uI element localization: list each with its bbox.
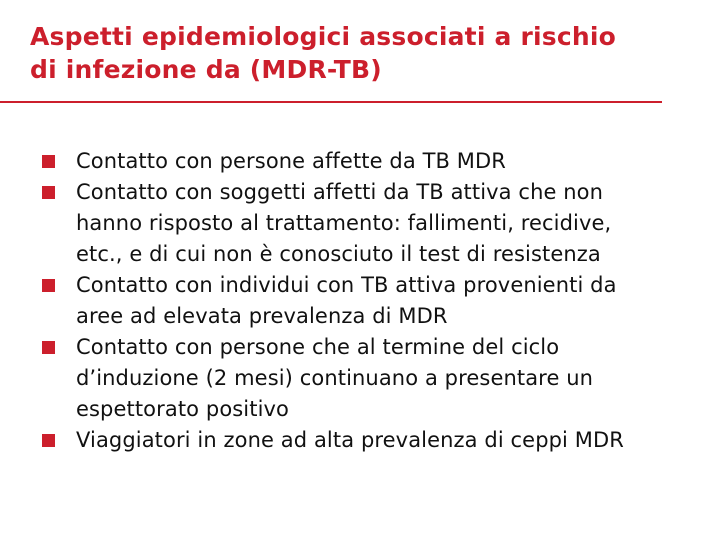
bullet-text-line: aree ad elevata prevalenza di MDR bbox=[76, 304, 448, 328]
bullet-text-line: etc., e di cui non è conosciuto il test di resistenza bbox=[76, 242, 601, 266]
bullet-text-line: Contatto con soggetti affetti da TB attiva che non bbox=[76, 180, 604, 204]
bullet-text-line: espettorato positivo bbox=[76, 397, 289, 421]
bullet-text-line: d’induzione (2 mesi) continuano a presentare un bbox=[76, 366, 594, 390]
title-divider bbox=[0, 101, 662, 103]
bullet-item bbox=[40, 425, 720, 456]
bullet-text-line: Contatto con individui con TB attiva provenienti da bbox=[76, 273, 617, 297]
bullet-item bbox=[40, 177, 720, 270]
square-bullet-icon bbox=[42, 279, 55, 292]
square-bullet-icon bbox=[42, 341, 55, 354]
bullet-text-line: hanno risposto al trattamento: fallimenti, recidive, bbox=[76, 211, 612, 235]
bullet-list bbox=[40, 146, 720, 456]
slide-title-line-2: di infezione da (MDR-TB) bbox=[30, 55, 382, 84]
slide-title-line-1: Aspetti epidemiologici associati a rischio bbox=[30, 22, 617, 51]
square-bullet-icon bbox=[42, 155, 55, 168]
bullet-text-line: Viaggiatori in zone ad alta prevalenza di ceppi MDR bbox=[76, 428, 624, 452]
bullet-item bbox=[40, 270, 720, 332]
bullet-item bbox=[40, 146, 720, 177]
slide-title bbox=[30, 20, 710, 86]
bullet-text-line: Contatto con persone affette da TB MDR bbox=[76, 149, 506, 173]
square-bullet-icon bbox=[42, 186, 55, 199]
square-bullet-icon bbox=[42, 434, 55, 447]
bullet-item bbox=[40, 332, 720, 425]
bullet-text-line: Contatto con persone che al termine del ciclo bbox=[76, 335, 560, 359]
